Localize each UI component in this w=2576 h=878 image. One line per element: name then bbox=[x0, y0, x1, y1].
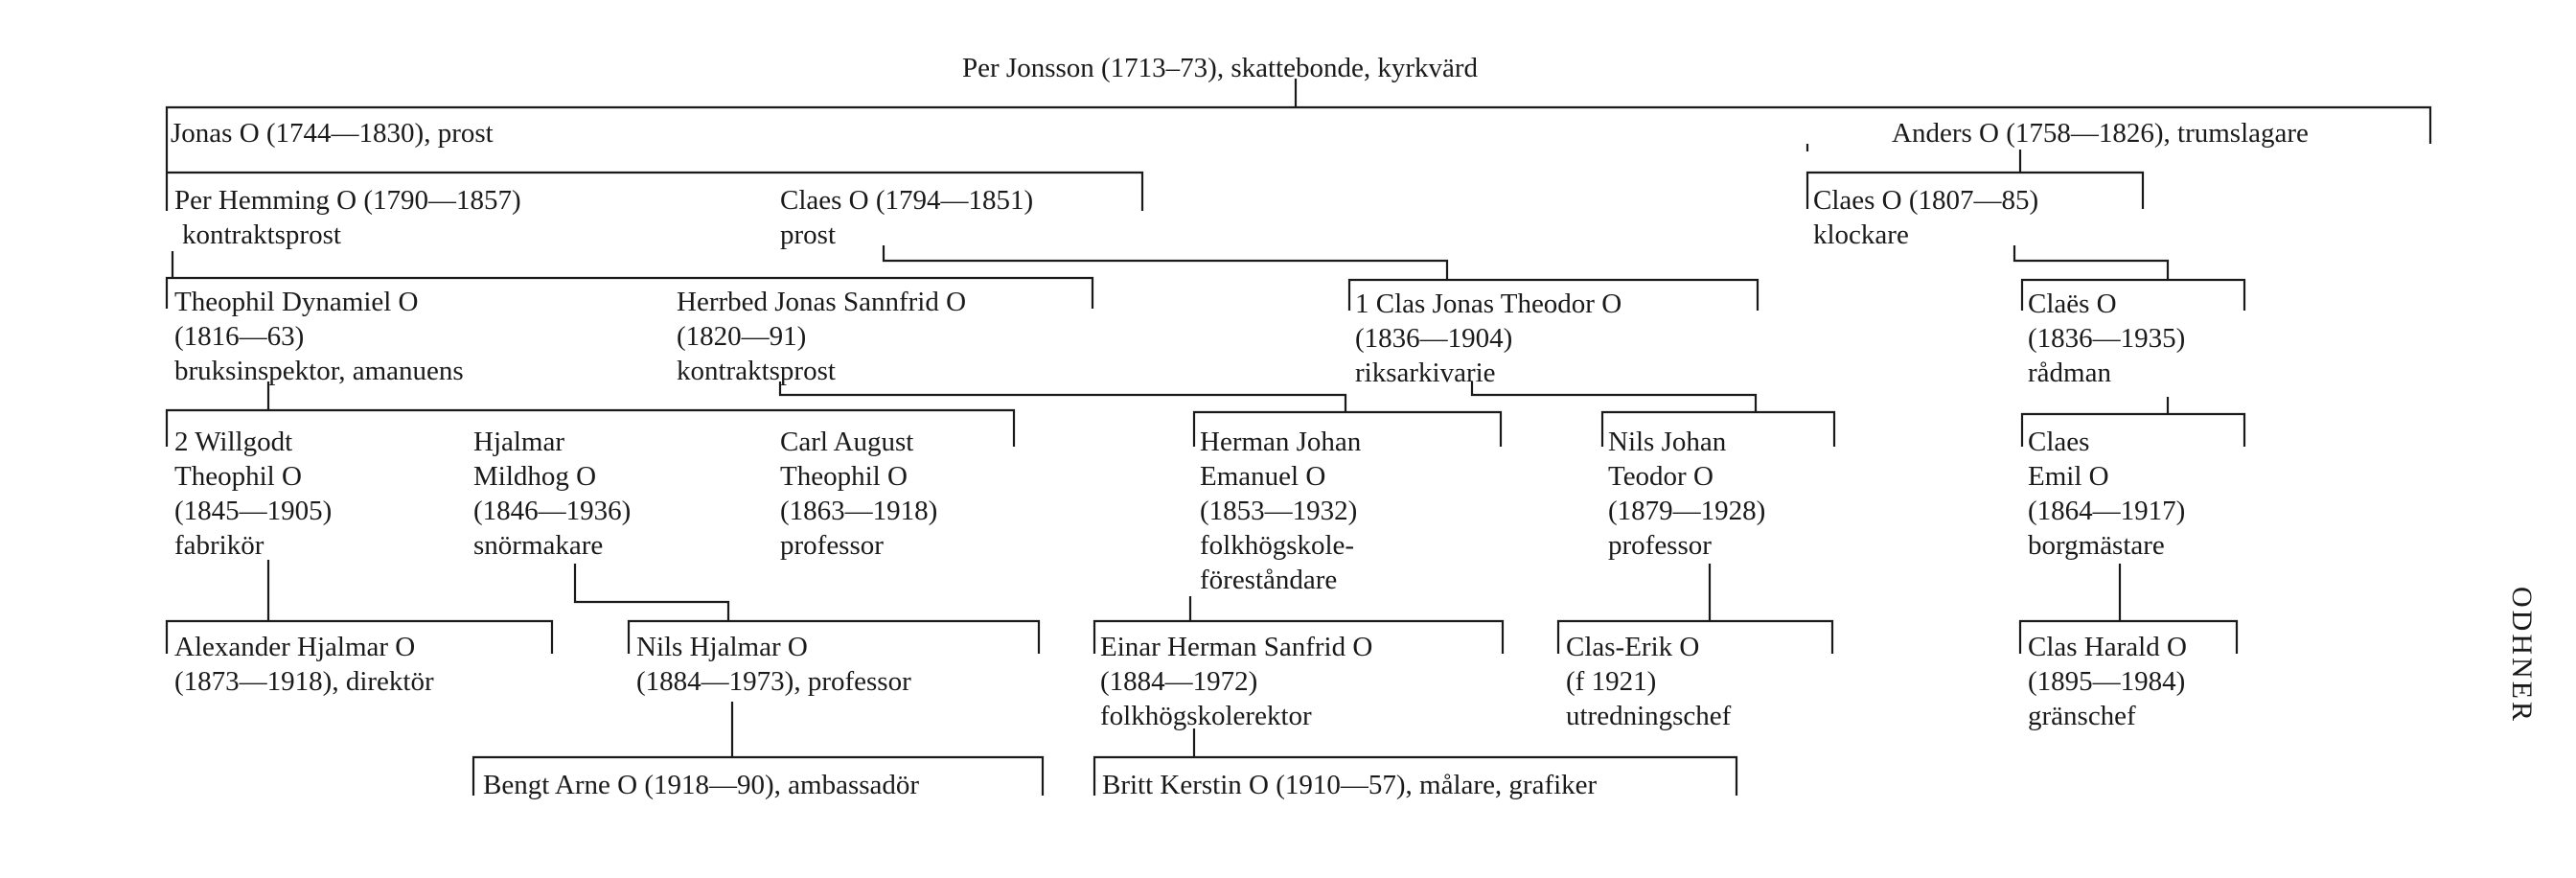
person-name-line: Herman Johan bbox=[1200, 427, 1362, 457]
person-name-line: Claes O (1807—85) bbox=[1813, 185, 2039, 216]
person-title-line: bruksinspektor, amanuens bbox=[174, 356, 464, 386]
person-britt bbox=[1102, 770, 1598, 800]
person-name-line: Bengt Arne O (1918—90), ambassadör bbox=[483, 770, 920, 800]
person-title-line: gränschef bbox=[2028, 701, 2136, 731]
person-title-line: fabrikör bbox=[174, 530, 264, 561]
person-title-line: prost bbox=[780, 220, 836, 250]
person-name-line: Teodor O bbox=[1608, 461, 1714, 492]
person-title-line: kontraktsprost bbox=[677, 356, 836, 386]
person-title-line: riksarkivarie bbox=[1355, 358, 1496, 388]
person-dates-line: (1820—91) bbox=[677, 321, 807, 352]
person-dates-line: (1836—1904) bbox=[1355, 323, 1513, 354]
person-jonas bbox=[171, 118, 494, 149]
person-title-line: utredningschef bbox=[1566, 701, 1732, 731]
person-name-line: Mildhog O bbox=[473, 461, 597, 492]
person-per-hemming bbox=[174, 185, 521, 250]
person-herrbed bbox=[677, 287, 966, 386]
person-name-line: Claës O bbox=[2028, 289, 2117, 319]
person-name-line: Clas-Erik O bbox=[1566, 632, 1700, 662]
person-name-line: Einar Herman Sanfrid O bbox=[1100, 632, 1373, 662]
person-name-line: 1 Clas Jonas Theodor O bbox=[1355, 289, 1622, 319]
person-title-line: folkhögskolerektor bbox=[1100, 701, 1312, 731]
person-title-line: borgmästare bbox=[2028, 530, 2165, 561]
person-name-line: Clas Harald O bbox=[2028, 632, 2187, 662]
person-dates-line: (1845—1905) bbox=[174, 496, 333, 526]
person-dates-line: (1836—1935) bbox=[2028, 323, 2186, 354]
person-alexander bbox=[174, 632, 434, 697]
person-name-line: Theophil O bbox=[174, 461, 302, 492]
person-name-line: Carl August bbox=[780, 427, 914, 457]
person-title-line: föreståndare bbox=[1200, 565, 1338, 595]
person-clas-jonas bbox=[1355, 289, 1622, 388]
person-einar bbox=[1100, 632, 1372, 731]
person-dates-line: (1863—1918) bbox=[780, 496, 938, 526]
person-root bbox=[962, 53, 1479, 83]
person-title-line: snörmakare bbox=[473, 530, 604, 561]
person-theophil-dynamiel bbox=[174, 287, 464, 386]
person-dates-line: (1884—1973), professor bbox=[636, 666, 911, 697]
person-name-line: Britt Kerstin O (1910—57), målare, grafiker bbox=[1102, 770, 1598, 800]
family-name-label: ODHNER bbox=[2506, 587, 2538, 724]
person-dates-line: (1846—1936) bbox=[473, 496, 632, 526]
person-dates-line: (1853—1932) bbox=[1200, 496, 1358, 526]
person-herman-johan bbox=[1200, 427, 1362, 595]
person-title-line: kontraktsprost bbox=[182, 220, 341, 250]
person-name-line: Herrbed Jonas Sannfrid O bbox=[677, 287, 967, 317]
person-name-line: Claes O (1794—1851) bbox=[780, 185, 1034, 216]
person-name-line: Emil O bbox=[2028, 461, 2109, 492]
person-name-line: Hjalmar bbox=[473, 427, 565, 457]
person-anders bbox=[1892, 118, 2309, 149]
person-name-line: Theophil Dynamiel O bbox=[174, 287, 419, 317]
person-claes-1836 bbox=[2028, 289, 2185, 388]
person-claes-1794 bbox=[780, 185, 1033, 250]
person-willgodt bbox=[174, 427, 332, 561]
person-name-line: Theophil O bbox=[780, 461, 908, 492]
person-name-line: Nils Hjalmar O bbox=[636, 632, 808, 662]
person-dates-line: (f 1921) bbox=[1566, 666, 1657, 697]
person-name-line: Nils Johan bbox=[1608, 427, 1727, 457]
person-dates-line: (1873—1918), direktör bbox=[174, 666, 434, 697]
person-carl-august bbox=[780, 427, 937, 561]
person-name-line: 2 Willgodt bbox=[174, 427, 293, 457]
person-bengt bbox=[483, 770, 919, 800]
person-title-line: professor bbox=[1608, 530, 1712, 561]
person-name-line: Anders O (1758—1826), trumslagare bbox=[1892, 118, 2309, 149]
person-claes-1807 bbox=[1813, 185, 2038, 250]
person-name-line: Claes bbox=[2028, 427, 2090, 457]
person-clas-erik bbox=[1566, 632, 1732, 731]
person-dates-line: (1884—1972) bbox=[1100, 666, 1258, 697]
person-dates-line: (1864—1917) bbox=[2028, 496, 2186, 526]
person-name-line: Jonas O (1744—1830), prost bbox=[171, 118, 494, 149]
person-name-line: Emanuel O bbox=[1200, 461, 1326, 492]
person-clas-harald bbox=[2028, 632, 2187, 731]
person-name-line: Per Hemming O (1790—1857) bbox=[174, 185, 521, 216]
person-title-line: rådman bbox=[2028, 358, 2111, 388]
person-title-line: professor bbox=[780, 530, 884, 561]
person-title-line: folkhögskole- bbox=[1200, 530, 1355, 561]
person-dates-line: (1816—63) bbox=[174, 321, 305, 352]
person-name-line: Alexander Hjalmar O bbox=[174, 632, 416, 662]
person-name-line: Per Jonsson (1713–73), skattebonde, kyrkvärd bbox=[962, 53, 1479, 83]
person-title-line: klockare bbox=[1813, 220, 1909, 250]
person-nils-johan bbox=[1608, 427, 1765, 561]
person-dates-line: (1879—1928) bbox=[1608, 496, 1766, 526]
person-dates-line: (1895—1984) bbox=[2028, 666, 2186, 697]
person-claes-emil bbox=[2028, 427, 2185, 561]
person-nils-hjalmar bbox=[636, 632, 911, 697]
person-hjalmar bbox=[473, 427, 631, 561]
